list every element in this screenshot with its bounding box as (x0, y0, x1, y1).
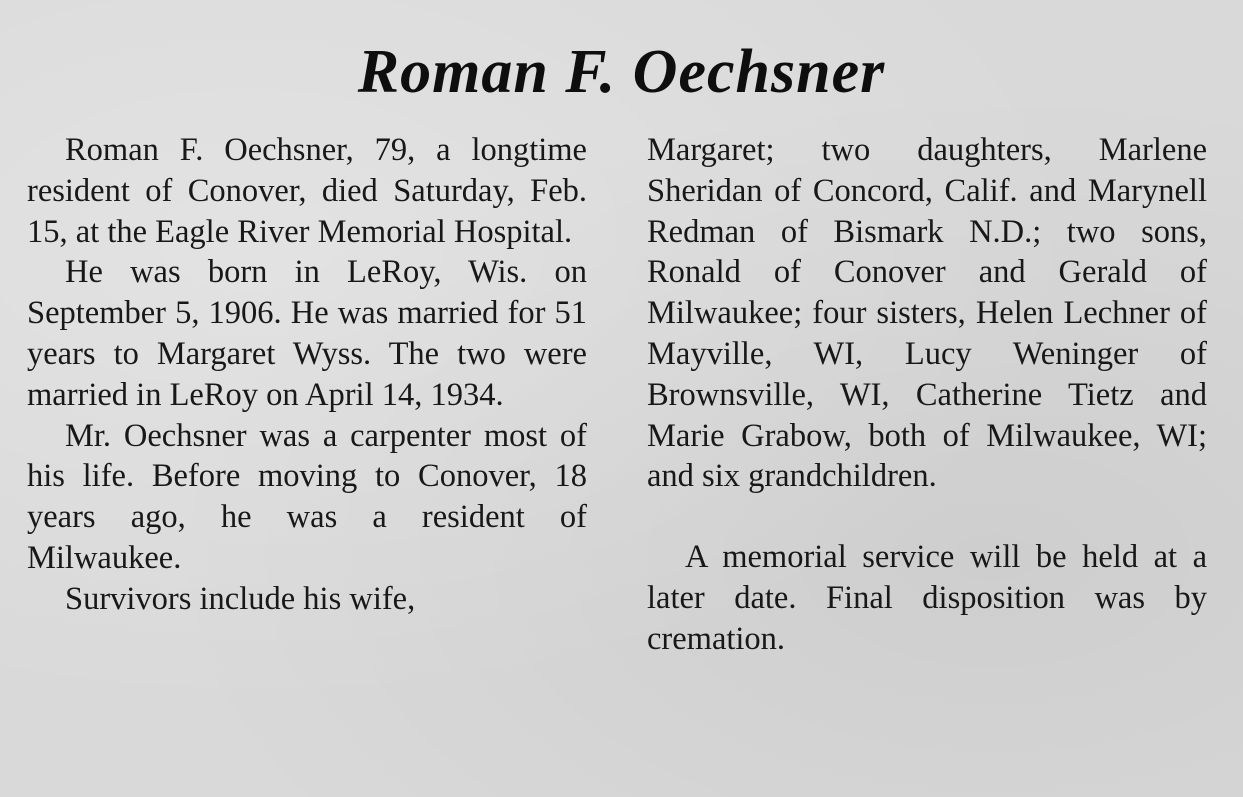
paragraph-memorial-service: A memorial service will be held at a later date. Final disposition was by cremation. (647, 539, 1207, 657)
paragraph-survivors-continued: Margaret; two daughters, Marlene Sheridan of Concord, Calif. and Marynell Redman of Bismark N.D.; two sons, Ronald of Conover and Gerald of Milwaukee; four sisters, Helen Lechner of Mayville, WI, Lucy Weninger of Brownsville, WI, Catherine Tietz and Marie Grabow, both of Milwaukee, WI; and six grandchildren. (647, 132, 1207, 495)
paragraph-death-notice: Roman F. Oechsner, 79, a longtime resident of Conover, died Saturday, Feb. 15, at the Eagle River Memorial Hospital. (27, 132, 587, 250)
right-column (647, 130, 1207, 660)
left-column (27, 130, 587, 620)
paragraph-career: Mr. Oechsner was a carpenter most of his life. Before moving to Conover, 18 years ago, he was a resident of Milwaukee. (27, 417, 587, 576)
paragraph-survivors-start: Survivors include his wife, (65, 580, 416, 617)
headline: Roman F. Oechsner (357, 38, 886, 106)
paragraph-birth-marriage: He was born in LeRoy, Wis. on September 5, 1906. He was married for 51 years to Margaret Wyss. The two were married in LeRoy on April 14, 1934. (27, 254, 587, 413)
